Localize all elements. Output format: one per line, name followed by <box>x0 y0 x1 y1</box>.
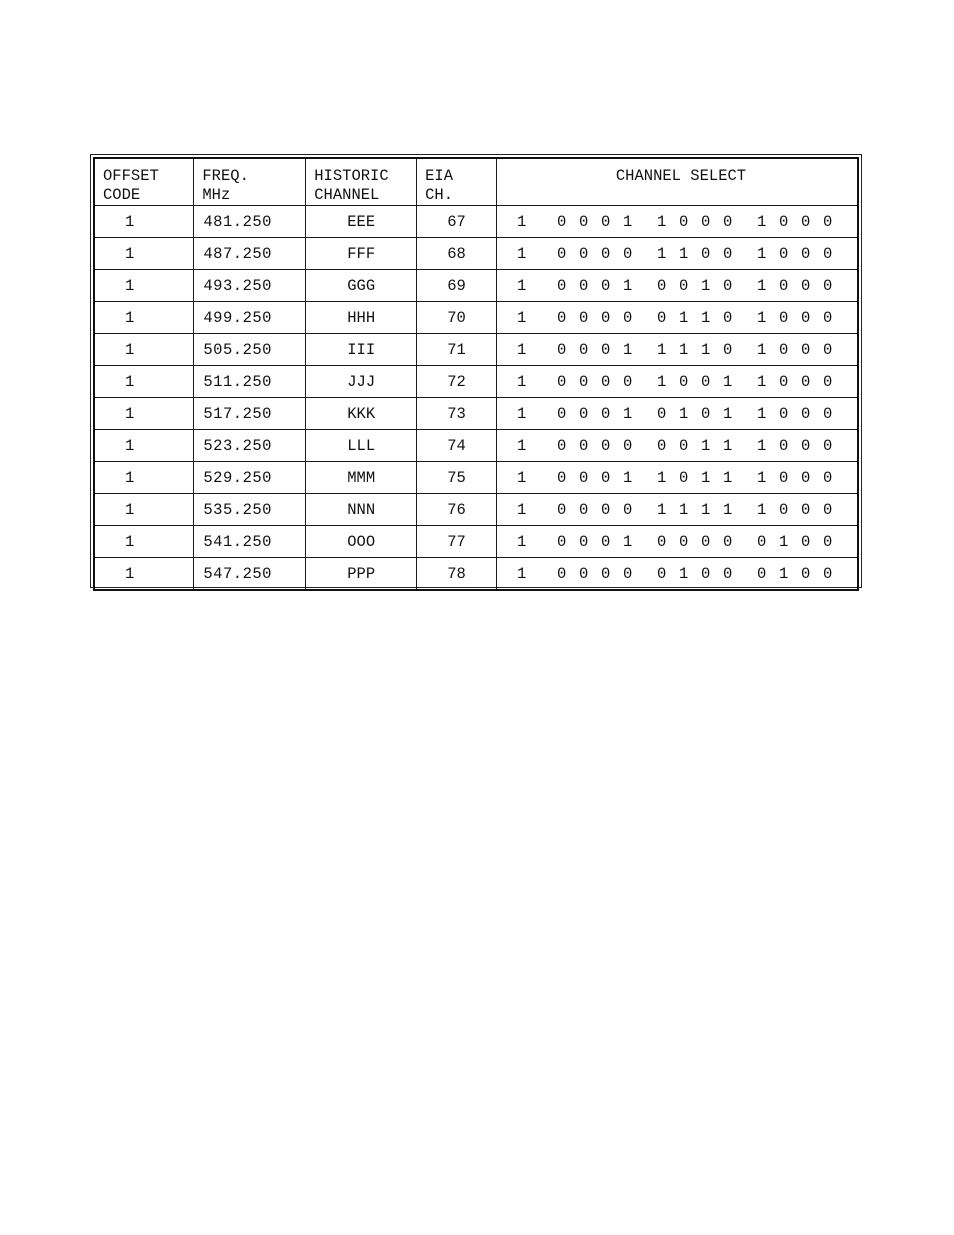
channel-select-cell <box>497 398 859 430</box>
historic-channel-cell: FFF <box>306 238 417 270</box>
freq-cell: 511.250 <box>194 366 306 398</box>
channel-select-bit: 0 <box>823 244 833 263</box>
offset-code-cell: 1 <box>94 494 194 526</box>
channel-select-bit: 1 <box>701 308 711 327</box>
channel-select-bit: 1 <box>757 276 767 295</box>
channel-select-cell <box>497 206 859 238</box>
channel-select-bit: 0 <box>679 212 689 231</box>
channel-select-bit-group <box>757 533 857 551</box>
channel-select-lead-bit: 1 <box>517 372 527 391</box>
channel-select-bit: 0 <box>801 564 811 583</box>
channel-select-bit: 0 <box>701 564 711 583</box>
channel-select-bit: 0 <box>779 500 789 519</box>
channel-select-bit: 0 <box>557 308 567 327</box>
channel-select-cell <box>497 334 859 366</box>
channel-select-bit: 0 <box>579 212 589 231</box>
channel-select-bit: 0 <box>801 276 811 295</box>
channel-select-bit-group <box>557 341 657 359</box>
channel-select-bit-group <box>657 501 757 519</box>
freq-cell: 535.250 <box>194 494 306 526</box>
channel-select-bit-group <box>757 341 857 359</box>
channel-select-bit-group <box>657 469 757 487</box>
channel-select-bit: 1 <box>701 436 711 455</box>
channel-select-bit: 0 <box>823 276 833 295</box>
channel-select-bit: 1 <box>723 468 733 487</box>
channel-select-bit-group <box>657 373 757 391</box>
table-row <box>94 526 858 558</box>
channel-select-bit: 0 <box>623 564 633 583</box>
channel-select-bit: 0 <box>557 468 567 487</box>
channel-select-bit: 1 <box>723 500 733 519</box>
freq-cell: 523.250 <box>194 430 306 462</box>
channel-select-bit: 1 <box>623 276 633 295</box>
channel-select-bit: 0 <box>801 340 811 359</box>
channel-select-bit: 0 <box>657 532 667 551</box>
channel-select-bit: 0 <box>823 212 833 231</box>
offset-code-cell: 1 <box>94 238 194 270</box>
historic-channel-cell: NNN <box>306 494 417 526</box>
channel-select-bit: 0 <box>579 276 589 295</box>
channel-select-bit-group <box>557 373 657 391</box>
channel-select-bit: 0 <box>557 340 567 359</box>
channel-select-bit-group <box>657 565 757 583</box>
historic-channel-cell: OOO <box>306 526 417 558</box>
channel-select-bit: 0 <box>579 500 589 519</box>
eia-ch-cell: 74 <box>417 430 497 462</box>
eia-ch-cell: 78 <box>417 558 497 591</box>
channel-select-bit: 0 <box>779 212 789 231</box>
table-row <box>94 430 858 462</box>
header-offset-code <box>94 158 194 206</box>
channel-select-bit: 0 <box>723 564 733 583</box>
channel-select-bit: 0 <box>657 308 667 327</box>
channel-select-bit: 0 <box>701 372 711 391</box>
channel-select-cell <box>497 462 859 494</box>
channel-select-lead-bit: 1 <box>517 276 527 295</box>
channel-select-bit: 0 <box>679 276 689 295</box>
channel-select-bit-group <box>757 501 857 519</box>
eia-ch-cell: 71 <box>417 334 497 366</box>
channel-select-bit: 0 <box>579 340 589 359</box>
channel-select-bit: 1 <box>623 468 633 487</box>
channel-select-bit: 0 <box>779 468 789 487</box>
historic-channel-cell: MMM <box>306 462 417 494</box>
channel-select-bit: 1 <box>679 500 689 519</box>
historic-channel-cell: LLL <box>306 430 417 462</box>
channel-select-bit: 1 <box>757 212 767 231</box>
channel-select-bit: 0 <box>701 404 711 423</box>
channel-select-bit-group <box>557 213 657 231</box>
channel-select-bit: 0 <box>579 308 589 327</box>
offset-code-cell: 1 <box>94 334 194 366</box>
channel-select-bit: 0 <box>601 532 611 551</box>
channel-select-bit: 0 <box>623 500 633 519</box>
channel-select-bit: 0 <box>723 212 733 231</box>
channel-select-bit: 0 <box>823 436 833 455</box>
channel-select-bit: 0 <box>657 276 667 295</box>
channel-select-bit: 1 <box>657 500 667 519</box>
table-row <box>94 334 858 366</box>
channel-select-bit: 0 <box>801 404 811 423</box>
channel-select-bit: 0 <box>579 564 589 583</box>
header-line: CODE <box>103 186 141 204</box>
channel-select-bit: 1 <box>757 244 767 263</box>
channel-select-bit: 0 <box>779 436 789 455</box>
channel-select-lead-bit: 1 <box>517 436 527 455</box>
channel-select-bit: 0 <box>801 212 811 231</box>
header-line: CH. <box>425 186 454 204</box>
channel-select-bit: 0 <box>757 564 767 583</box>
channel-select-bit: 0 <box>557 212 567 231</box>
channel-select-bit: 1 <box>701 500 711 519</box>
channel-select-bit-group <box>557 469 657 487</box>
channel-select-lead-bit: 1 <box>517 308 527 327</box>
channel-select-bit: 0 <box>601 372 611 391</box>
freq-cell: 481.250 <box>194 206 306 238</box>
channel-select-bit: 1 <box>679 564 689 583</box>
table-row <box>94 366 858 398</box>
historic-channel-cell: KKK <box>306 398 417 430</box>
channel-select-bit-group <box>557 437 657 455</box>
table-header-row <box>94 158 858 206</box>
header-freq <box>194 158 306 206</box>
channel-select-bit: 0 <box>623 436 633 455</box>
eia-ch-cell: 68 <box>417 238 497 270</box>
channel-select-cell <box>497 270 859 302</box>
channel-select-bit-group <box>757 469 857 487</box>
channel-select-bit: 0 <box>579 468 589 487</box>
freq-cell: 517.250 <box>194 398 306 430</box>
channel-select-bit: 0 <box>779 340 789 359</box>
channel-select-bit: 0 <box>601 564 611 583</box>
channel-select-bit: 0 <box>679 532 689 551</box>
channel-select-bit: 1 <box>723 404 733 423</box>
channel-select-bit-group <box>557 565 657 583</box>
offset-code-cell: 1 <box>94 206 194 238</box>
channel-select-bit: 0 <box>623 372 633 391</box>
header-line: CHANNEL SELECT <box>615 167 747 185</box>
channel-select-bit: 0 <box>557 404 567 423</box>
eia-ch-cell: 76 <box>417 494 497 526</box>
channel-select-bit: 0 <box>701 244 711 263</box>
channel-select-bit: 0 <box>723 276 733 295</box>
header-line: FREQ. <box>202 167 249 185</box>
channel-select-bit: 0 <box>779 308 789 327</box>
freq-cell: 505.250 <box>194 334 306 366</box>
channel-select-bit: 0 <box>601 500 611 519</box>
channel-select-bit: 1 <box>757 372 767 391</box>
channel-select-cell <box>497 238 859 270</box>
channel-select-bit: 0 <box>601 340 611 359</box>
historic-channel-cell: GGG <box>306 270 417 302</box>
channel-select-bit: 1 <box>779 532 789 551</box>
offset-code-cell: 1 <box>94 302 194 334</box>
channel-select-bit: 1 <box>757 404 767 423</box>
channel-select-bit: 1 <box>679 244 689 263</box>
channel-select-cell <box>497 366 859 398</box>
channel-select-bit: 0 <box>801 532 811 551</box>
channel-select-bit: 0 <box>779 244 789 263</box>
channel-select-bit: 0 <box>801 244 811 263</box>
header-line: HISTORIC <box>314 167 389 185</box>
channel-select-bit: 1 <box>757 500 767 519</box>
channel-select-bit: 1 <box>757 468 767 487</box>
channel-select-bit: 1 <box>679 340 689 359</box>
channel-select-bit: 0 <box>801 500 811 519</box>
channel-select-bit: 0 <box>579 404 589 423</box>
channel-select-bit: 0 <box>823 532 833 551</box>
channel-select-lead-bit: 1 <box>517 244 527 263</box>
channel-select-bit: 0 <box>579 436 589 455</box>
channel-select-bit: 0 <box>823 564 833 583</box>
freq-cell: 499.250 <box>194 302 306 334</box>
channel-select-cell <box>497 494 859 526</box>
channel-select-bit: 0 <box>801 468 811 487</box>
channel-select-bit: 0 <box>601 244 611 263</box>
channel-select-bit: 0 <box>657 404 667 423</box>
channel-select-cell <box>497 558 859 591</box>
freq-cell: 493.250 <box>194 270 306 302</box>
freq-cell: 487.250 <box>194 238 306 270</box>
historic-channel-cell: HHH <box>306 302 417 334</box>
channel-select-bit-group <box>657 341 757 359</box>
channel-select-bit-group <box>757 565 857 583</box>
channel-select-bit: 0 <box>657 436 667 455</box>
channel-select-bit: 1 <box>623 340 633 359</box>
header-line: EIA <box>425 167 454 185</box>
channel-select-bit: 0 <box>779 404 789 423</box>
channel-select-bit-group <box>557 533 657 551</box>
channel-select-bit: 0 <box>823 372 833 391</box>
table-body <box>94 206 858 591</box>
eia-ch-cell: 75 <box>417 462 497 494</box>
eia-ch-cell: 67 <box>417 206 497 238</box>
channel-select-bit: 0 <box>601 212 611 231</box>
channel-select-bit-group <box>757 405 857 423</box>
channel-select-cell <box>497 526 859 558</box>
channel-select-bit: 1 <box>657 468 667 487</box>
offset-code-cell: 1 <box>94 366 194 398</box>
channel-select-bit: 0 <box>557 372 567 391</box>
offset-code-cell: 1 <box>94 430 194 462</box>
channel-select-bit-group <box>557 245 657 263</box>
header-historic-channel <box>306 158 417 206</box>
channel-select-bit: 0 <box>801 308 811 327</box>
channel-select-bit-group <box>657 309 757 327</box>
channel-select-bit: 0 <box>601 404 611 423</box>
channel-select-bit: 1 <box>757 340 767 359</box>
channel-select-lead-bit: 1 <box>517 212 527 231</box>
channel-select-bit: 0 <box>557 500 567 519</box>
table-row <box>94 462 858 494</box>
eia-ch-cell: 72 <box>417 366 497 398</box>
channel-select-bit: 0 <box>823 404 833 423</box>
channel-select-bit: 0 <box>601 276 611 295</box>
table-row <box>94 206 858 238</box>
eia-ch-cell: 77 <box>417 526 497 558</box>
channel-select-bit-group <box>557 501 657 519</box>
channel-select-bit: 0 <box>723 244 733 263</box>
channel-select-bit: 0 <box>623 244 633 263</box>
channel-select-bit: 1 <box>701 340 711 359</box>
channel-select-bit: 1 <box>723 436 733 455</box>
channel-select-bit: 0 <box>823 500 833 519</box>
channel-select-bit: 0 <box>723 308 733 327</box>
table-row <box>94 238 858 270</box>
channel-select-bit: 1 <box>623 404 633 423</box>
eia-ch-cell: 73 <box>417 398 497 430</box>
table-row <box>94 270 858 302</box>
channel-select-bit: 0 <box>601 468 611 487</box>
channel-select-bit-group <box>657 405 757 423</box>
channel-select-bit-group <box>557 277 657 295</box>
channel-select-lead-bit: 1 <box>517 340 527 359</box>
header-line: CHANNEL <box>314 186 380 204</box>
channel-select-bit: 0 <box>657 564 667 583</box>
channel-select-bit: 0 <box>723 532 733 551</box>
channel-select-bit: 1 <box>623 532 633 551</box>
channel-select-bit: 0 <box>601 436 611 455</box>
channel-table <box>93 157 859 591</box>
offset-code-cell: 1 <box>94 270 194 302</box>
freq-cell: 529.250 <box>194 462 306 494</box>
channel-select-lead-bit: 1 <box>517 500 527 519</box>
channel-select-bit-group <box>757 245 857 263</box>
freq-cell: 541.250 <box>194 526 306 558</box>
eia-ch-cell: 69 <box>417 270 497 302</box>
freq-cell: 547.250 <box>194 558 306 591</box>
channel-select-bit: 0 <box>557 532 567 551</box>
channel-select-bit: 1 <box>657 244 667 263</box>
channel-select-bit: 0 <box>757 532 767 551</box>
header-eia-ch <box>417 158 497 206</box>
header-line: MHz <box>202 186 231 204</box>
offset-code-cell: 1 <box>94 558 194 591</box>
channel-select-bit-group <box>657 533 757 551</box>
historic-channel-cell: JJJ <box>306 366 417 398</box>
channel-select-bit-group <box>757 437 857 455</box>
channel-select-bit: 0 <box>623 308 633 327</box>
channel-select-bit: 1 <box>623 212 633 231</box>
channel-select-bit: 0 <box>557 564 567 583</box>
channel-select-bit-group <box>557 405 657 423</box>
channel-table-frame <box>90 154 862 588</box>
channel-select-bit-group <box>757 277 857 295</box>
channel-select-bit-group <box>757 373 857 391</box>
channel-select-lead-bit: 1 <box>517 564 527 583</box>
channel-select-cell <box>497 302 859 334</box>
channel-select-bit: 1 <box>701 468 711 487</box>
channel-select-bit: 1 <box>657 372 667 391</box>
channel-select-bit: 0 <box>557 436 567 455</box>
eia-ch-cell: 70 <box>417 302 497 334</box>
channel-select-lead-bit: 1 <box>517 468 527 487</box>
channel-select-bit: 1 <box>657 212 667 231</box>
channel-select-cell <box>497 430 859 462</box>
channel-select-bit: 0 <box>801 372 811 391</box>
channel-select-lead-bit: 1 <box>517 404 527 423</box>
channel-select-bit: 0 <box>823 468 833 487</box>
channel-select-bit-group <box>757 309 857 327</box>
historic-channel-cell: EEE <box>306 206 417 238</box>
channel-select-bit: 1 <box>723 372 733 391</box>
channel-select-bit: 0 <box>679 372 689 391</box>
offset-code-cell: 1 <box>94 462 194 494</box>
header-line: OFFSET <box>103 167 159 185</box>
table-row <box>94 302 858 334</box>
channel-select-bit: 0 <box>579 244 589 263</box>
channel-select-bit: 0 <box>679 436 689 455</box>
channel-select-bit: 1 <box>757 308 767 327</box>
channel-select-bit: 1 <box>679 308 689 327</box>
historic-channel-cell: III <box>306 334 417 366</box>
channel-select-bit: 1 <box>779 564 789 583</box>
channel-select-bit-group <box>657 213 757 231</box>
channel-select-bit: 1 <box>657 340 667 359</box>
channel-select-bit: 0 <box>701 212 711 231</box>
channel-select-bit: 0 <box>779 276 789 295</box>
channel-select-bit: 0 <box>679 468 689 487</box>
channel-select-bit: 0 <box>823 308 833 327</box>
channel-select-bit: 1 <box>679 404 689 423</box>
channel-select-bit-group <box>557 309 657 327</box>
channel-select-bit: 0 <box>701 532 711 551</box>
channel-select-bit: 1 <box>701 276 711 295</box>
offset-code-cell: 1 <box>94 398 194 430</box>
channel-select-bit-group <box>657 277 757 295</box>
channel-select-bit: 0 <box>779 372 789 391</box>
channel-select-bit: 0 <box>723 340 733 359</box>
offset-code-cell: 1 <box>94 526 194 558</box>
channel-select-lead-bit: 1 <box>517 532 527 551</box>
channel-select-bit-group <box>657 245 757 263</box>
channel-select-bit: 0 <box>579 532 589 551</box>
channel-select-bit-group <box>657 437 757 455</box>
channel-select-bit-group <box>757 213 857 231</box>
channel-select-bit: 0 <box>801 436 811 455</box>
historic-channel-cell: PPP <box>306 558 417 591</box>
channel-select-bit: 0 <box>579 372 589 391</box>
channel-select-bit: 1 <box>757 436 767 455</box>
channel-select-bit: 0 <box>557 276 567 295</box>
table-row <box>94 558 858 591</box>
channel-select-bit: 0 <box>557 244 567 263</box>
channel-select-bit: 0 <box>823 340 833 359</box>
channel-select-bit: 0 <box>601 308 611 327</box>
header-channel-select <box>497 158 859 206</box>
table-row <box>94 494 858 526</box>
table-row <box>94 398 858 430</box>
